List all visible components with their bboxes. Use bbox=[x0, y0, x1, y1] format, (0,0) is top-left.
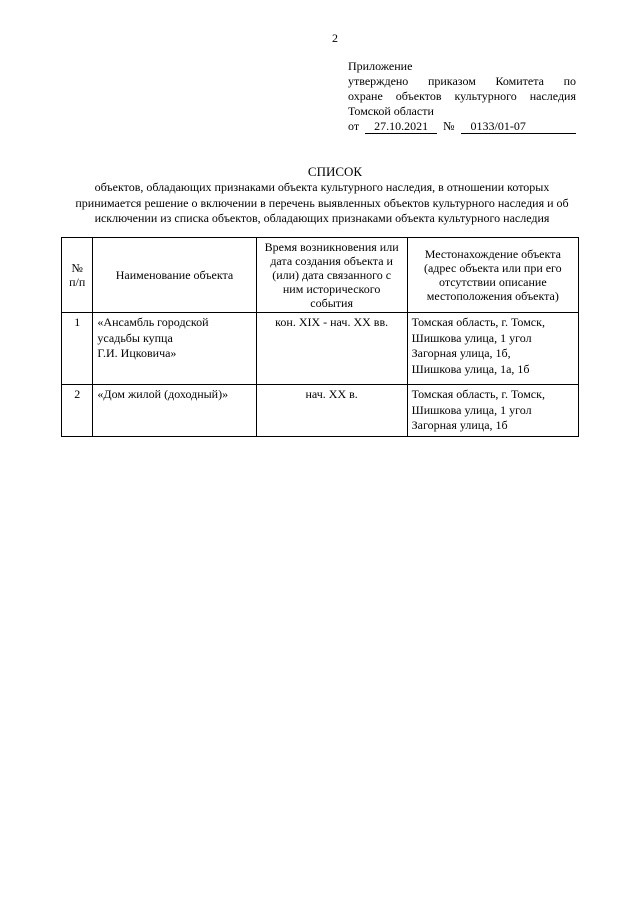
table-row bbox=[62, 313, 579, 385]
list-subtitle: объектов, обладающих признаками объекта культурного наследия, в отношении которых принимается решение о включении в перечень выявленных объектов культурного наследия и об исключении из списка объектов, обладающих признаками объекта культурного наследия bbox=[75, 180, 569, 225]
header-number: № п/п bbox=[62, 238, 93, 313]
row-location: Томская область, г. Томск, Шишкова улица, 1 угол Загорная улица, 1б, Шишкова улица, 1а, 1б bbox=[407, 313, 578, 385]
header-time: Время возникновения или дата создания объекта и (или) дата связанного с ним исторического события bbox=[256, 238, 407, 313]
appendix-line-1: утверждено приказом Комитета по bbox=[348, 74, 576, 88]
list-title: СПИСОК bbox=[307, 164, 363, 179]
row-time: кон. XIX - нач. XX вв. bbox=[256, 313, 407, 385]
header-name: Наименование объекта bbox=[93, 238, 256, 313]
order-number: 0133/01-07 bbox=[461, 119, 576, 134]
row-time: нач. XX в. bbox=[256, 385, 407, 437]
table-row bbox=[62, 385, 579, 437]
appendix-line-2: охране объектов культурного наследия bbox=[348, 89, 576, 103]
row-name: «Дом жилой (доходный)» bbox=[93, 385, 256, 437]
order-date: 27.10.2021 bbox=[365, 119, 437, 134]
header-location: Местонахождение объекта (адрес объекта или при его отсутствии описание местоположения объекта) bbox=[407, 238, 578, 313]
row-number: 1 bbox=[62, 313, 93, 385]
from-label: от bbox=[348, 119, 360, 133]
appendix-heading: Приложение bbox=[348, 59, 413, 73]
number-sign: № bbox=[443, 119, 455, 133]
row-name: «Ансамбль городской усадьбы купца Г.И. Ицковича» bbox=[93, 313, 256, 385]
table-header-row bbox=[62, 238, 579, 313]
objects-table bbox=[61, 237, 579, 437]
order-reference bbox=[348, 119, 576, 134]
row-number: 2 bbox=[62, 385, 93, 437]
appendix-block bbox=[348, 59, 576, 134]
appendix-line-3: Томской области bbox=[348, 104, 434, 118]
page-number: 2 bbox=[332, 31, 338, 45]
row-location: Томская область, г. Томск, Шишкова улица, 1 угол Загорная улица, 1б bbox=[407, 385, 578, 437]
